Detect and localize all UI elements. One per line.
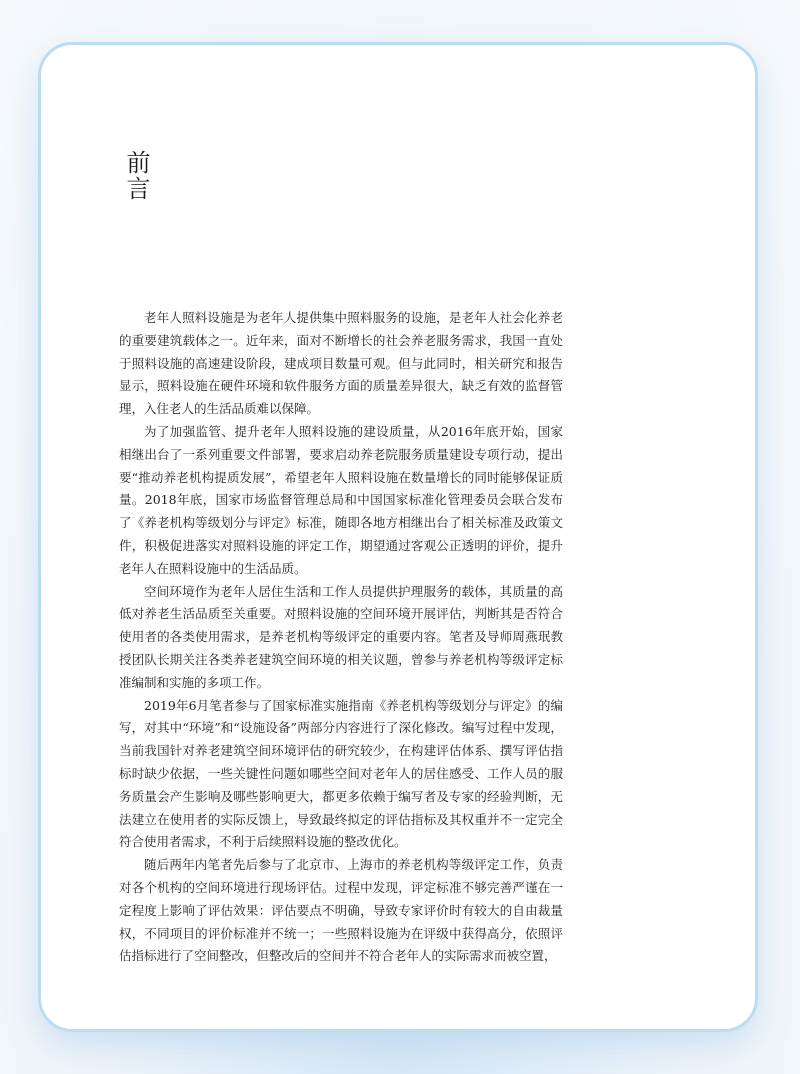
paragraph: 2019年6月笔者参与了国家标准实施指南《养老机构等级划分与评定》的编写，对其中“环境”和“设施设备”两部分内容进行了深化修改。编写过程中发现，当前我国针对养老建筑空间环境评估的研究较少，在构建评估体系、撰写评估指标时缺少依据，一些关键性问题如哪些空间对老年人的居住感受、工作人员的服务质量会产生影响及哪些影响更大，都更多依赖于编写者及专家的经验判断，无法建立在使用者的实际反馈上，导致最终拟定的评估指标及其权重并不一定完全符合使用者需求，不利于后续照料设施的整改优化。 (119, 697, 563, 850)
paragraph: 随后两年内笔者先后参与了北京市、上海市的养老机构等级评定工作，负责对各个机构的空间环境进行现场评估。过程中发现，评定标准不够完善严谨在一定程度上影响了评估效果：评估要点不明确，导致专家评价时有较大的自由裁量权，不同项目的评价标准并不统一；一些照料设施为在评级中获得高分，依照评估指标进行了空间整改，但整改后的空间并不符合老年人的实际需求而被空置， (119, 857, 563, 964)
paragraph: 老年人照料设施是为老年人提供集中照料服务的设施，是老年人社会化养老的重要建筑载体之一。近年来，面对不断增长的社会养老服务需求，我国一直处于照料设施的高速建设阶段，建成项目数量可观。但与此同时，相关研究和报告显示，照料设施在硬件环境和软件服务方面的质量差异很大，缺乏有效的监督管理，入住老人的生活品质难以保障。 (119, 310, 563, 417)
page-title: 前言 (122, 150, 150, 202)
page-card (38, 42, 758, 1032)
body-text (119, 307, 563, 968)
paragraph: 空间环境作为老年人居住生活和工作人员提供护理服务的载体，其质量的高低对养老生活品质至关重要。对照料设施的空间环境开展评估，判断其是否符合使用者的各类使用需求，是养老机构等级评定的重要内容。笔者及导师周燕珉教授团队长期关注各类养老建筑空间环境的相关议题，曾参与养老机构等级评定标准编制和实施的多项工作。 (119, 583, 563, 690)
paragraph: 为了加强监管、提升老年人照料设施的建设质量，从2016年底开始，国家相继出台了一系列重要文件部署，要求启动养老院服务质量建设专项行动，提出要“推动养老机构提质发展”，希望老年人照料设施在数量增长的同时能够保证质量。2018年底，国家市场监督管理总局和中国国家标准化管理委员会联合发布了《养老机构等级划分与评定》标准，随即各地方相继出台了相关标准及政策文件，积极促进落实对照料设施的评定工作，期望通过客观公正透明的评价，提升老年人在照料设施中的生活品质。 (119, 423, 563, 576)
